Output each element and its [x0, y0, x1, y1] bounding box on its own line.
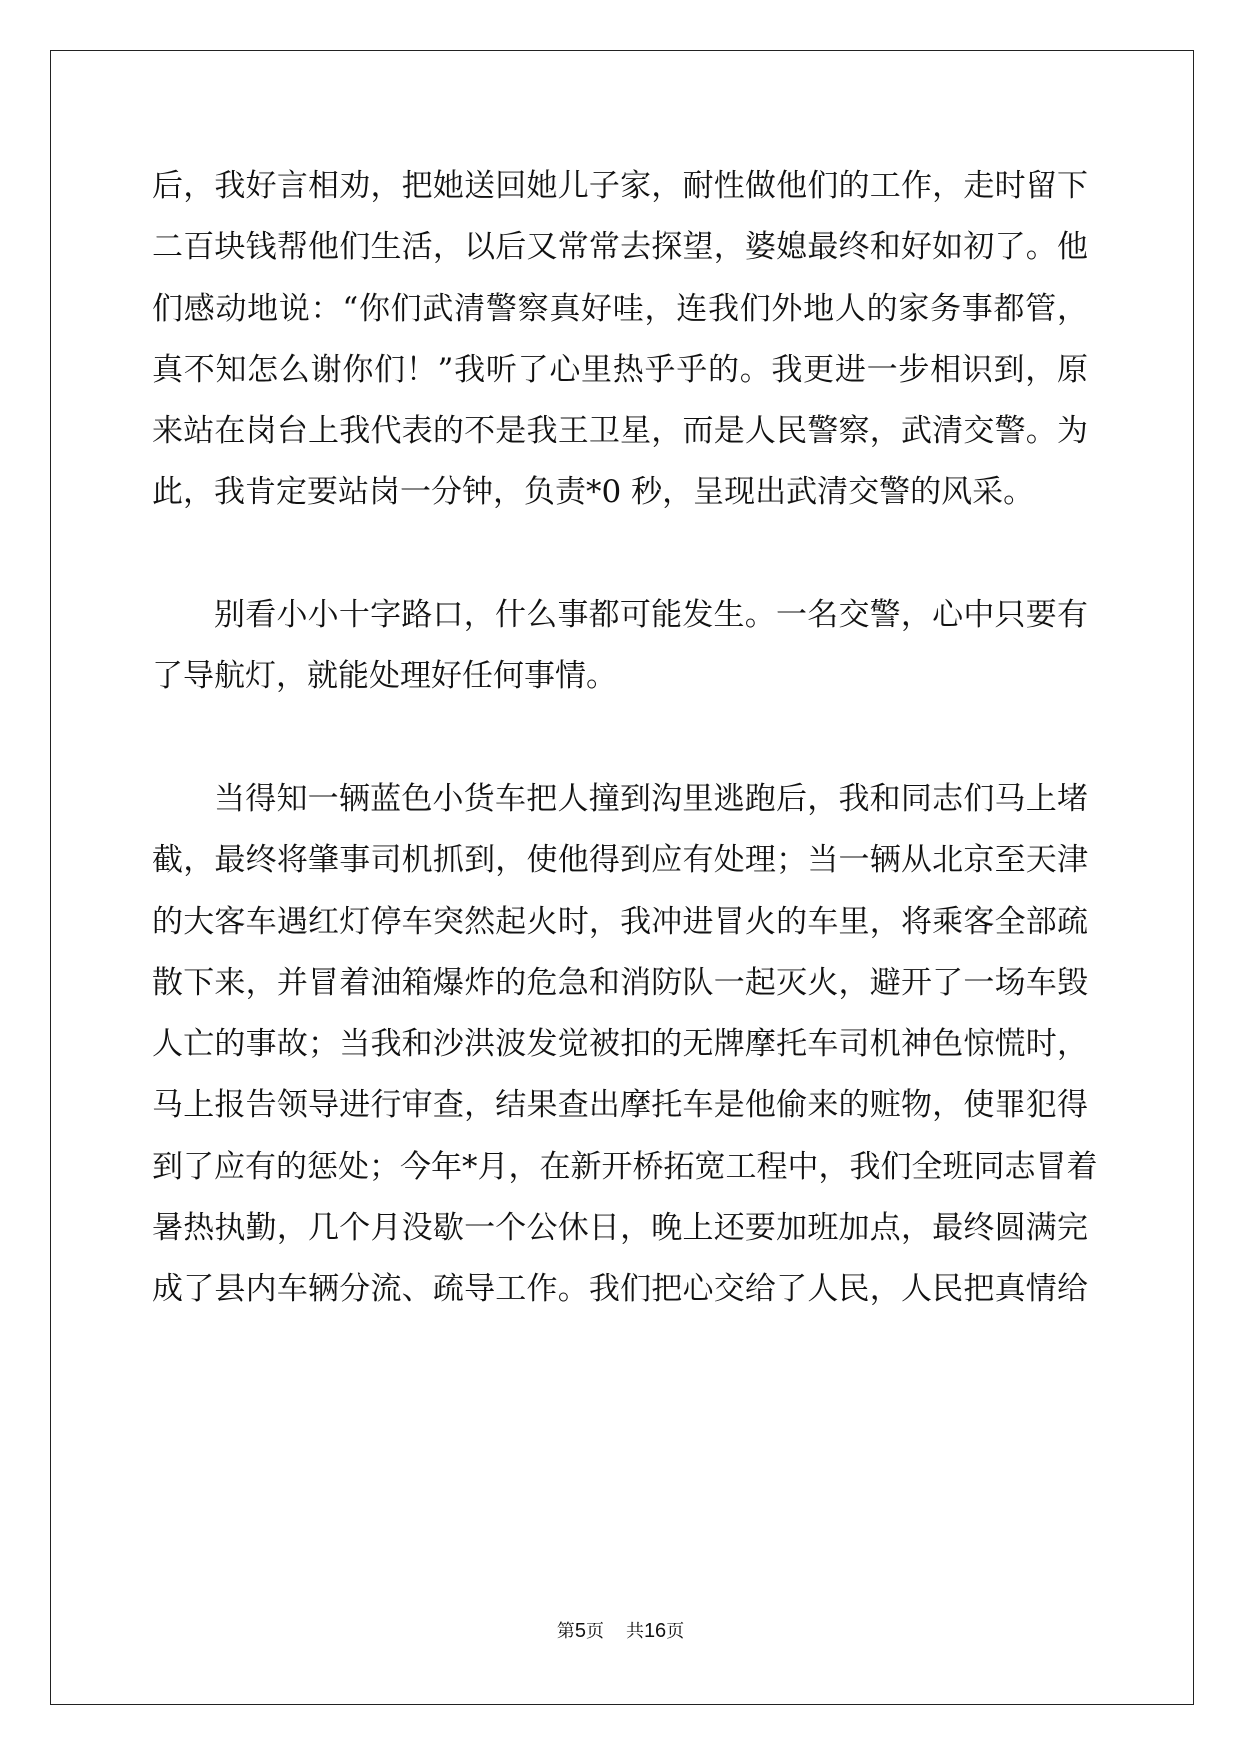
text-line: 别看小小十字路口，什么事都可能发生。一名交警，心中只要有	[214, 597, 1088, 634]
text-line: 暑热执勤，几个月没歇一个公休日，晚上还要加班加点，最终圆满完	[152, 1210, 1088, 1247]
document-body	[152, 156, 1098, 1321]
page-suffix: 页	[585, 1621, 604, 1642]
text-line: 到了应有的惩处；今年*月，在新开桥拓宽工程中，我们全班同志冒着	[152, 1148, 1098, 1185]
text-line: 成了县内车辆分流、疏导工作。我们把心交给了人民，人民把真情给	[152, 1271, 1088, 1308]
text-line: 了导航灯，就能处理好任何事情。	[152, 658, 617, 695]
text-line: 人亡的事故；当我和沙洪波发觉被扣的无牌摩托车司机神色惊慌时，	[152, 1026, 1088, 1063]
text-line: 截，最终将肇事司机抓到，使他得到应有处理；当一辆从北京至天津	[152, 842, 1088, 879]
text-line: 后，我好言相劝，把她送回她儿子家，耐性做他们的工作，走时留下	[152, 168, 1088, 204]
paragraph	[152, 585, 1088, 708]
text-line: 此，我肯定要站岗一分钟，负责*0 秒，呈现出武清交警的风采。	[152, 474, 1035, 511]
text-line: 当得知一辆蓝色小货车把人撞到沟里逃跑后，我和同志们马上堵	[214, 780, 1088, 817]
text-line: 马上报告领导进行审查，结果查出摩托车是他偷来的赃物，使罪犯得	[152, 1087, 1088, 1124]
page-footer	[0, 1617, 1241, 1643]
paragraph	[152, 769, 1098, 1321]
page-prefix: 第	[556, 1621, 575, 1642]
text-line: 二百块钱帮他们生活，以后又常常去探望，婆媳最终和好如初了。他	[152, 229, 1088, 266]
text-line: 来站在岗台上我代表的不是我王卫星，而是人民警察，武清交警。为	[152, 413, 1088, 450]
total-prefix: 共	[625, 1621, 644, 1642]
page-number: 5	[574, 1620, 586, 1642]
text-line: 们感动地说：“你们武清警察真好哇，连我们外地人的家务事都管，	[152, 290, 1088, 327]
text-line: 真不知怎么谢你们！”我听了心里热乎乎的。我更进一步相识到，原	[152, 351, 1088, 388]
paragraph-gap	[152, 708, 1088, 769]
total-pages: 16	[643, 1620, 667, 1642]
text-line: 的大客车遇红灯停车突然起火时，我冲进冒火的车里，将乘客全部疏	[152, 903, 1088, 940]
paragraph-gap	[152, 524, 1088, 585]
paragraph	[152, 156, 1088, 524]
total-suffix: 页	[666, 1621, 685, 1642]
text-line: 散下来，并冒着油箱爆炸的危急和消防队一起灭火，避开了一场车毁	[152, 964, 1088, 1001]
